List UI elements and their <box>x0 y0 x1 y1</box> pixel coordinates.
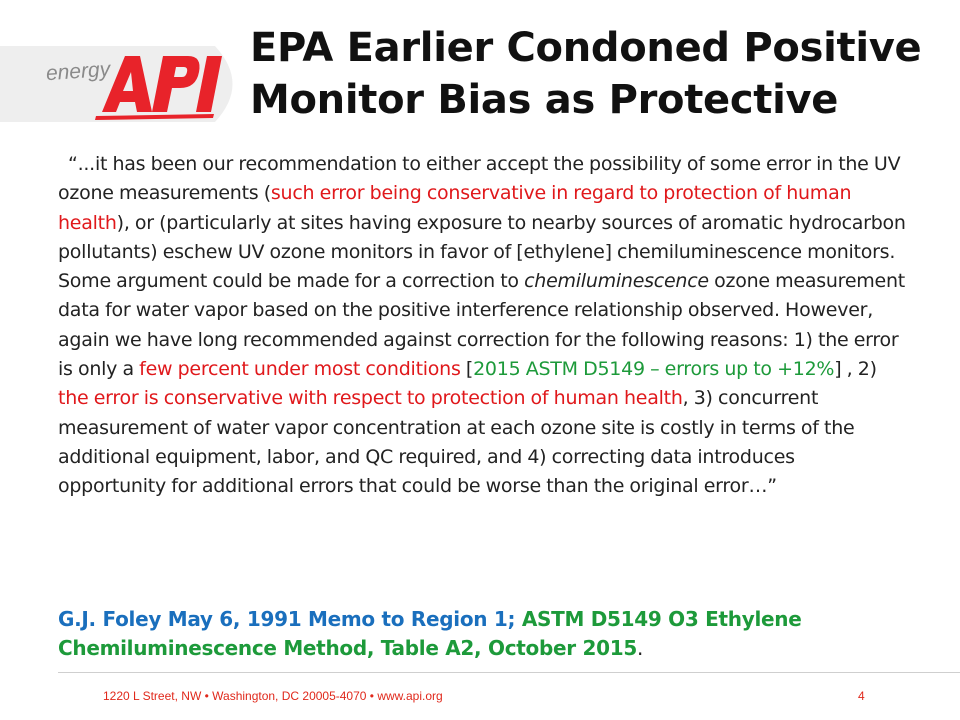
citation-separator: ; <box>507 607 522 631</box>
quote-highlight-red: few percent under most conditions <box>139 358 461 381</box>
quote-highlight-red: such error being conservative in regard to protection of human health <box>58 182 852 234</box>
quote-italic: chemiluminescence <box>524 270 709 293</box>
citation <box>58 605 918 663</box>
quote-text: ), or (particularly at sites having exposure to nearby sources of aromatic hydrocarbon pollutants) eschew UV ozone monitors in favor of [ethylene] chemiluminescence monitors. Some argument could be made for a correction to <box>58 211 906 293</box>
quote-text: ] , 2) <box>834 358 877 381</box>
quote-highlight-red: the error is conservative with respect to protection of human health <box>58 387 683 410</box>
quote-text: [ <box>460 358 474 381</box>
page-number: 4 <box>858 689 865 703</box>
citation-memo: G.J. Foley May 6, 1991 Memo to Region 1 <box>58 607 508 631</box>
quote-body <box>58 150 908 502</box>
slide-title <box>250 22 955 126</box>
quote-text: “...it has been our recommendation to either accept the possibility of some error in the UV ozone measurements ( <box>58 153 901 205</box>
quote-text: , 3) concurrent measurement of water vapor concentration at each ozone site is costly in terms of the additional equipment, labor, and QC required, and 4) correcting data introduces opportunity for additional errors that could be worse than the original error…” <box>58 387 855 498</box>
title-line-1: EPA Earlier Condoned Positive <box>250 25 922 71</box>
logo-energy-text: energy <box>45 57 111 86</box>
citation-astm: ASTM D5149 O3 Ethylene Chemiluminescence Method, Table A2, October 2015 <box>58 607 802 660</box>
footer-address: 1220 L Street, NW • Washington, DC 20005-4070 • www.api.org <box>103 689 443 703</box>
citation-end: . <box>636 636 644 660</box>
api-logo <box>0 46 250 122</box>
title-line-2: Monitor Bias as Protective <box>250 77 839 123</box>
footer-divider <box>58 672 960 673</box>
quote-text: ozone measurement data for water vapor based on the positive interference relationship observed. However, again we have long recommended against correction for the following reasons: 1) the error is only a <box>58 270 905 381</box>
quote-highlight-green: 2015 ASTM D5149 – errors up to +12% <box>473 358 835 381</box>
